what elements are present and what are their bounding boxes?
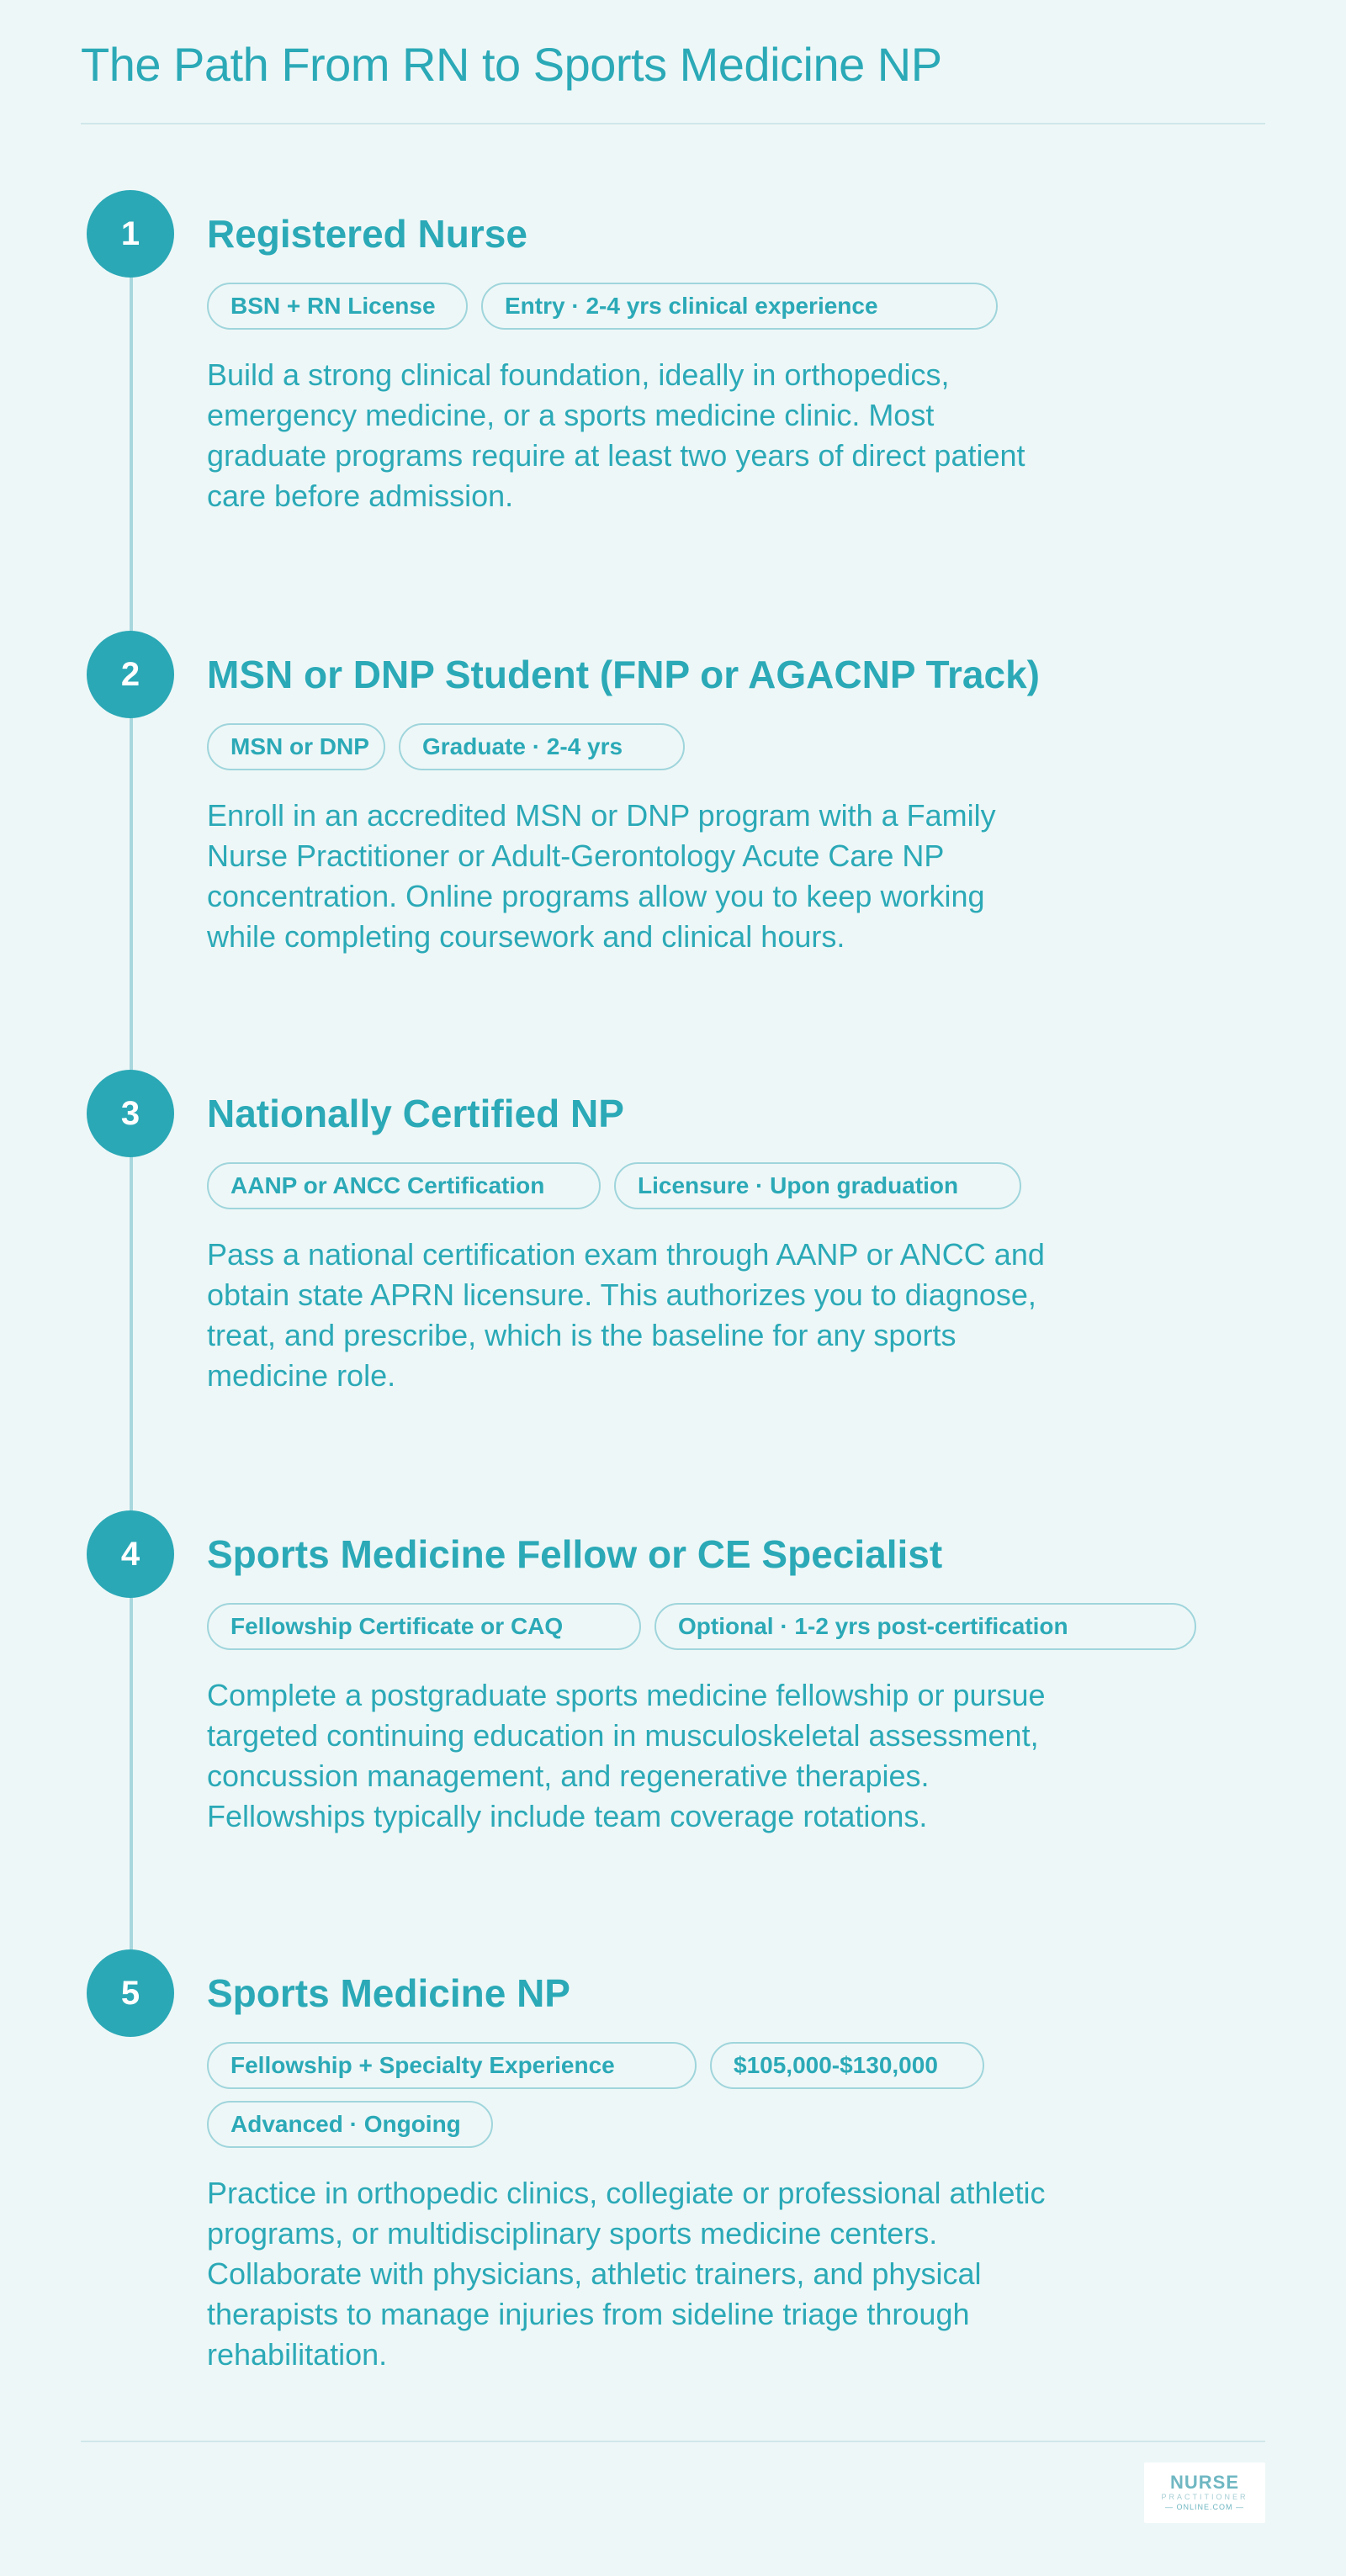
credential-tag: Fellowship + Specialty Experience [207,2042,697,2089]
step-description: Build a strong clinical foundation, ideally in orthopedics, emergency medicine, or a sports medicine clinic. Most graduate programs require at least two years of direct patient care before admission. [207,357,1025,513]
step-description: Enroll in an accredited MSN or DNP program with a Family Nurse Practitioner or Adult-Gerontology Acute Care NP concentration. Online programs allow you to keep working while completing coursework and clinical hours. [207,798,996,954]
stage-tag: Licensure · Upon graduation [614,1162,1021,1209]
nurse-practitioner-online-logo [1144,2462,1265,2523]
step-title: Sports Medicine NP [207,1971,570,2015]
step-content [207,1949,1267,2375]
step-description: Pass a national certification exam through AANP or ANCC and obtain state APRN licensure. This authorizes you to diagnose, treat, and prescribe, which is the baseline for any sports medicine role. [207,1237,1045,1393]
credential-tag: MSN or DNP [207,723,385,770]
step-title: Registered Nurse [207,212,527,256]
step-number-badge: 3 [87,1070,174,1157]
step-title: MSN or DNP Student (FNP or AGACNP Track) [207,653,1040,696]
step-description: Practice in orthopedic clinics, collegiate or professional athletic programs, or multidisciplinary sports medicine centers. Collaborate with physicians, athletic trainers, and physical therapists to manage injuries from sideline triage through rehabilitation. [207,2176,1046,2372]
step-title: Sports Medicine Fellow or CE Specialist [207,1532,943,1576]
credential-tag: BSN + RN License [207,283,468,330]
footer-divider [81,2441,1265,2442]
step-content [207,1070,1267,1396]
logo-wordmark: NURSE [1169,2472,1239,2493]
stage-tag: Optional · 1-2 yrs post-certification [654,1603,1196,1650]
step-number-badge: 1 [87,190,174,278]
step-title: Nationally Certified NP [207,1092,624,1135]
logo-domain: — ONLINE.COM — [1164,2503,1244,2511]
credential-tag: Fellowship Certificate or CAQ [207,1603,641,1650]
salary-tag: $105,000-$130,000 [710,2042,984,2089]
step-description: Complete a postgraduate sports medicine fellowship or pursue targeted continuing education in musculoskeletal assessment, concussion management, and regenerative therapies. Fellowships typically include team coverage rotations. [207,1678,1046,1833]
logo-subtitle: PRACTITIONER [1161,2493,1248,2501]
step-content [207,631,1267,957]
credential-tag: AANP or ANCC Certification [207,1162,601,1209]
step-tags [207,283,1200,330]
stage-tag: Advanced · Ongoing [207,2101,493,2148]
step-number-badge: 2 [87,631,174,718]
step-tags [207,1603,1200,1650]
step-tags [207,1162,1200,1209]
stage-tag: Entry · 2-4 yrs clinical experience [481,283,998,330]
step-tags [207,723,1200,770]
header-divider [81,123,1265,124]
step-content [207,190,1267,516]
step-number-badge: 4 [87,1510,174,1598]
page-title: The Path From RN to Sports Medicine NP [81,38,942,91]
stage-tag: Graduate · 2-4 yrs [399,723,685,770]
step-tags [207,2042,1015,2148]
step-content [207,1510,1267,1837]
step-number-badge: 5 [87,1949,174,2037]
